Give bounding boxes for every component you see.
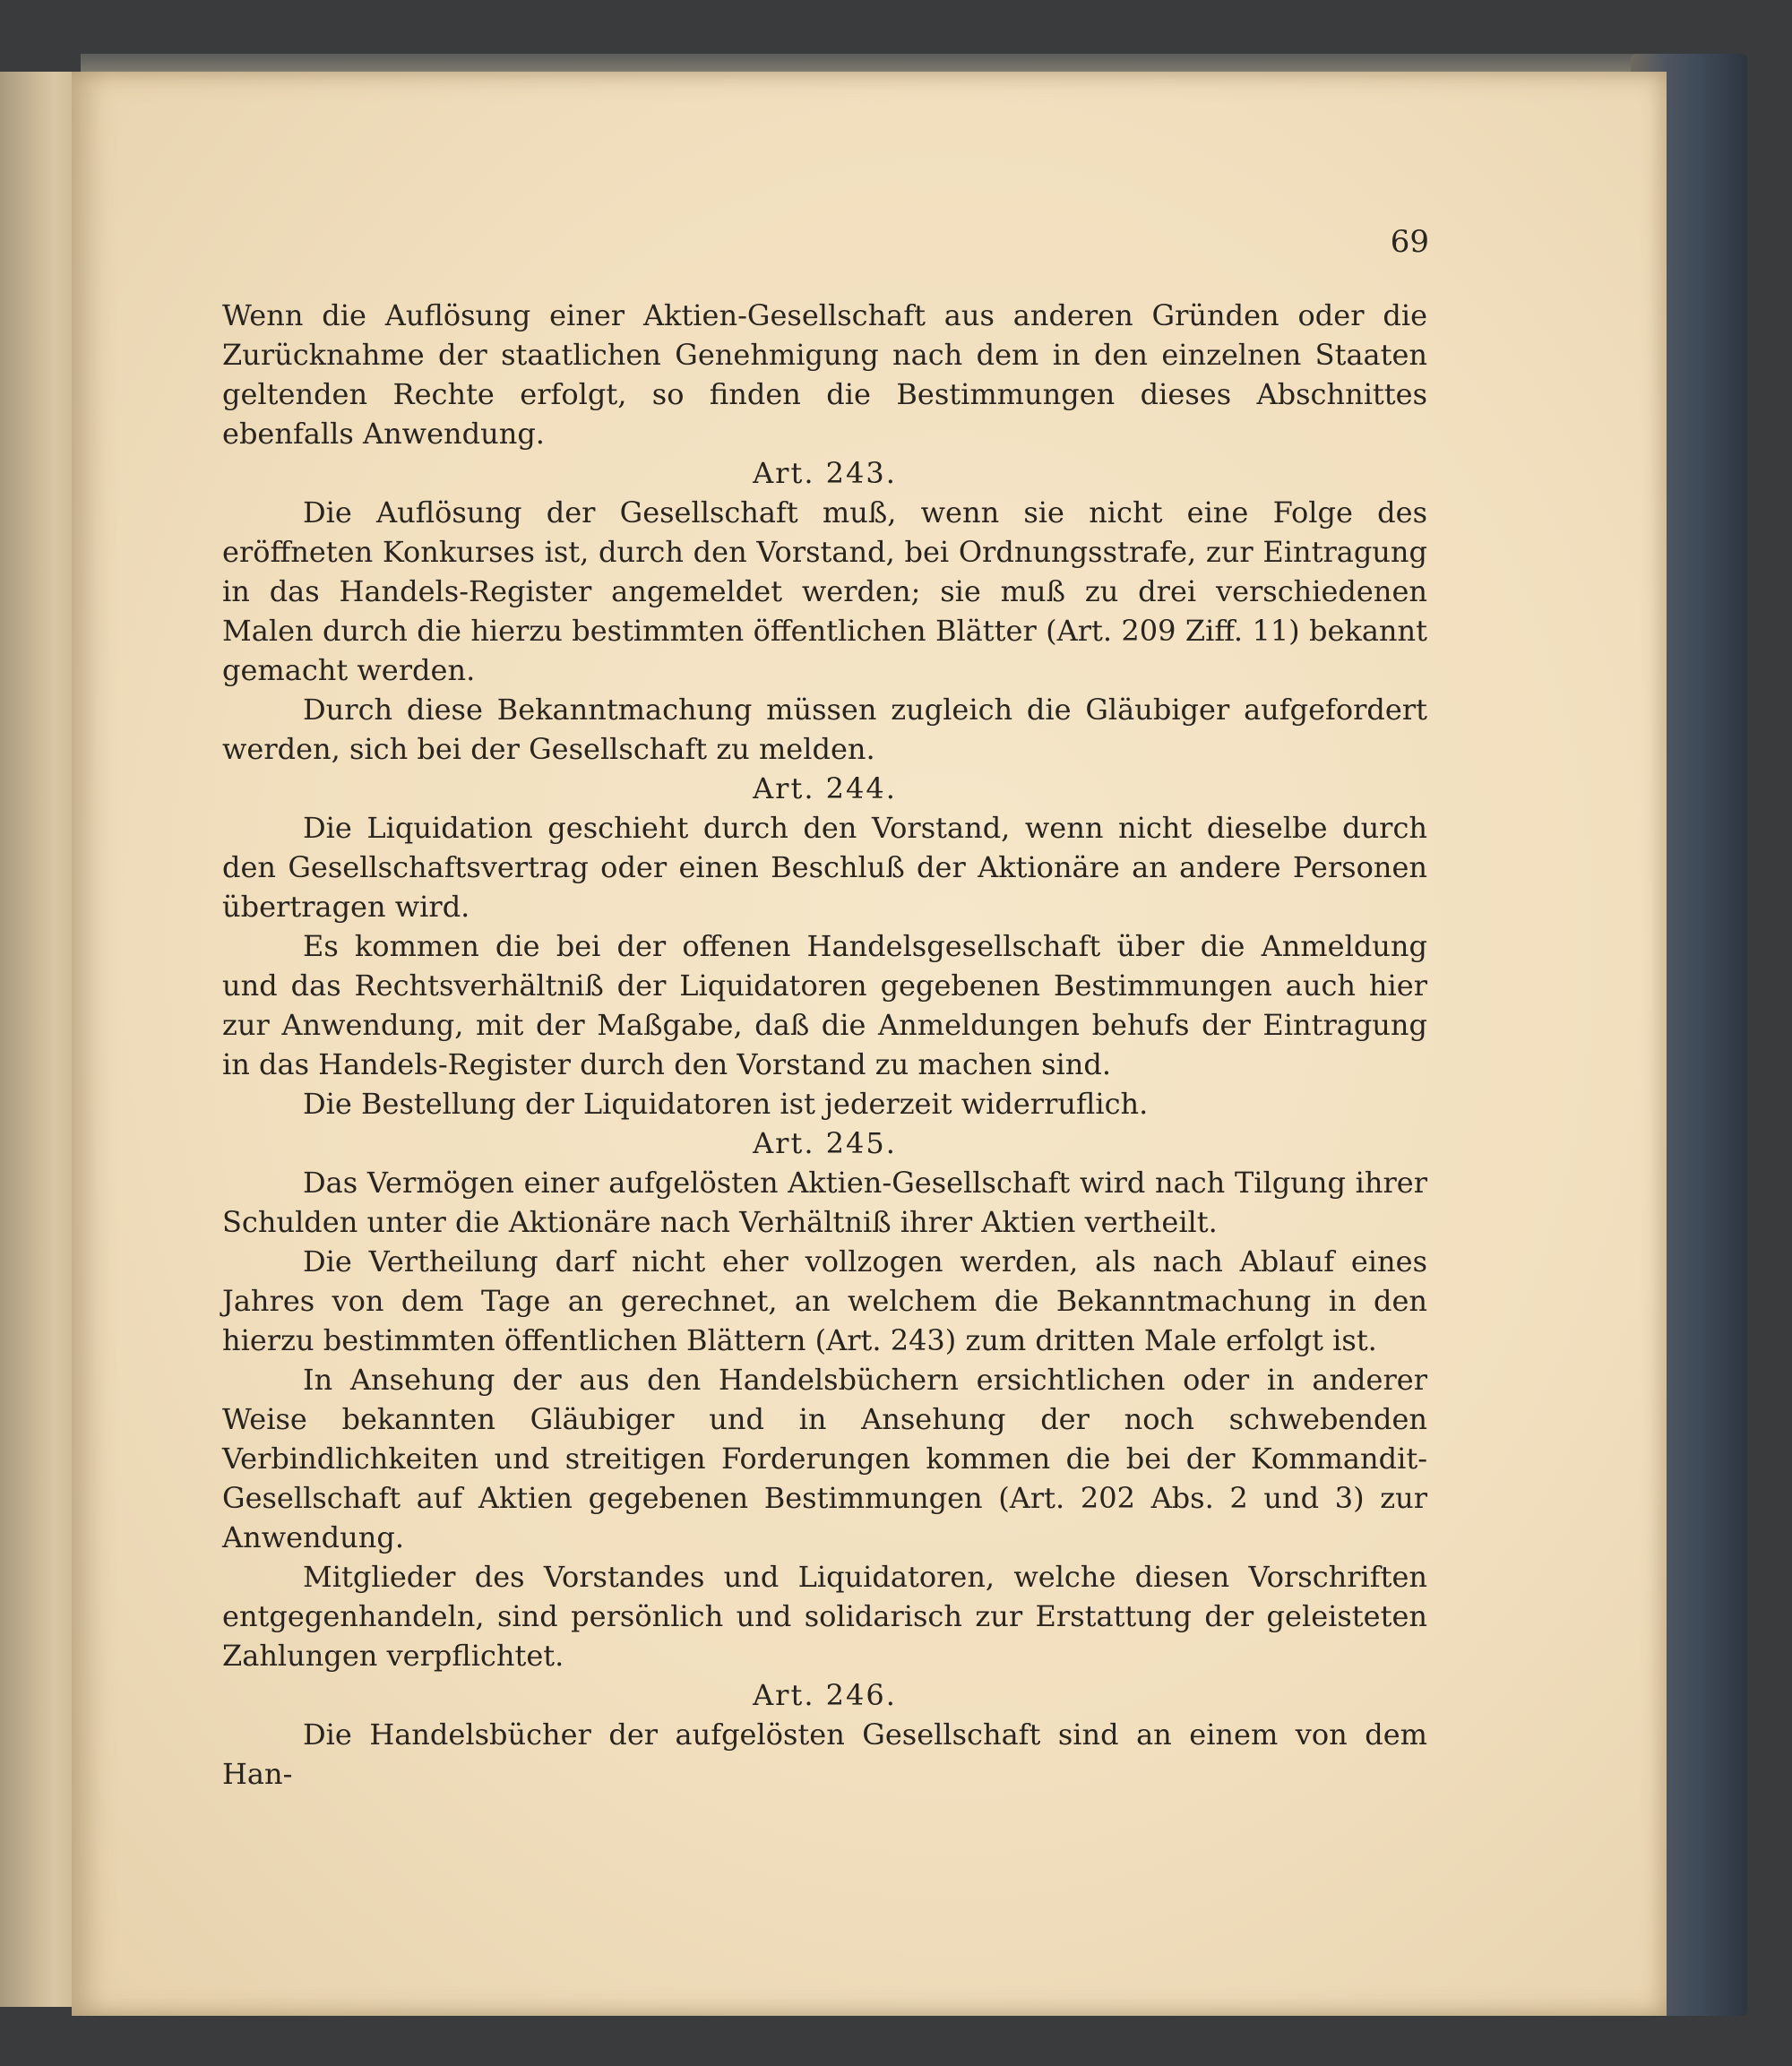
paragraph: Die Vertheilung darf nicht eher vollzogen werden, als nach Ablauf eines Jahres von dem Tage an gerechnet, an welchem die Bekanntmachung in den hierzu bestimmten öffentlichen Blättern (Art. 243) zum dritten Male erfolgt ist. (222, 1244, 1427, 1357)
page-text (222, 296, 1427, 1794)
paragraph: Das Vermögen einer aufgelösten Aktien-Gesellschaft wird nach Tilgung ihrer Schulden unter die Aktionäre nach Verhältniß ihrer Aktien vertheilt. (222, 1166, 1427, 1239)
paragraph: Durch diese Bekanntmachung müssen zugleich die Gläubiger aufgefordert werden, sich bei der Gesellschaft zu melden. (222, 693, 1427, 766)
paragraph: Die Liquidation geschieht durch den Vorstand, wenn nicht dieselbe durch den Gesellschaftsvertrag oder einen Beschluß der Aktionäre an andere Personen übertragen wird. (222, 811, 1427, 924)
paragraph: Mitglieder des Vorstandes und Liquidatoren, welche diesen Vorschriften entgegenhandeln, sind persönlich und solidarisch zur Erstattung der geleisteten Zahlungen verpflichtet. (222, 1560, 1427, 1673)
intro-paragraph: Wenn die Auflösung einer Aktien-Gesellschaft aus anderen Gründen oder die Zurücknahme der staatlichen Genehmigung nach dem in den einzelnen Staaten geltenden Rechte erfolgt, so finden die Bestimmungen dieses Abschnittes ebenfalls Anwendung. (222, 298, 1427, 451)
article-heading-245: Art. 245. (753, 1126, 897, 1160)
article-heading-244: Art. 244. (753, 771, 897, 805)
page-number: 69 (1390, 224, 1429, 260)
article-heading-246: Art. 246. (753, 1678, 897, 1712)
paragraph: Es kommen die bei der offenen Handelsgesellschaft über die Anmeldung und das Rechtsverhältniß der Liquidatoren gegebenen Bestimmungen auch hier zur Anwendung, mit der Maßgabe, daß die Anmeldungen behufs der Eintragung in das Handels-Register durch den Vorstand zu machen sind. (222, 929, 1427, 1081)
paragraph: Die Bestellung der Liquidatoren ist jederzeit widerruflich. (303, 1087, 1149, 1121)
paragraph: Die Auflösung der Gesellschaft muß, wenn sie nicht eine Folge des eröffneten Konkurses ist, durch den Vorstand, bei Ordnungsstrafe, zur Eintragung in das Handels-Register angemeldet werden; sie muß zu drei verschiedenen Malen durch die hierzu bestimmten öffentlichen Blätter (Art. 209 Ziff. 11) bekannt gemacht werden. (222, 495, 1427, 687)
paragraph: In Ansehung der aus den Handelsbüchern ersichtlichen oder in anderer Weise bekannten Gläubiger und in Ansehung der noch schwebenden Verbindlichkeiten und streitigen Forderungen kommen die bei der Kommandit-Gesellschaft auf Aktien gegebenen Bestimmungen (Art. 202 Abs. 2 und 3) zur Anwendung. (222, 1363, 1427, 1554)
paragraph: Die Handelsbücher der aufgelösten Gesellschaft sind an einem von dem Han- (222, 1717, 1427, 1791)
article-heading-243: Art. 243. (753, 456, 897, 490)
